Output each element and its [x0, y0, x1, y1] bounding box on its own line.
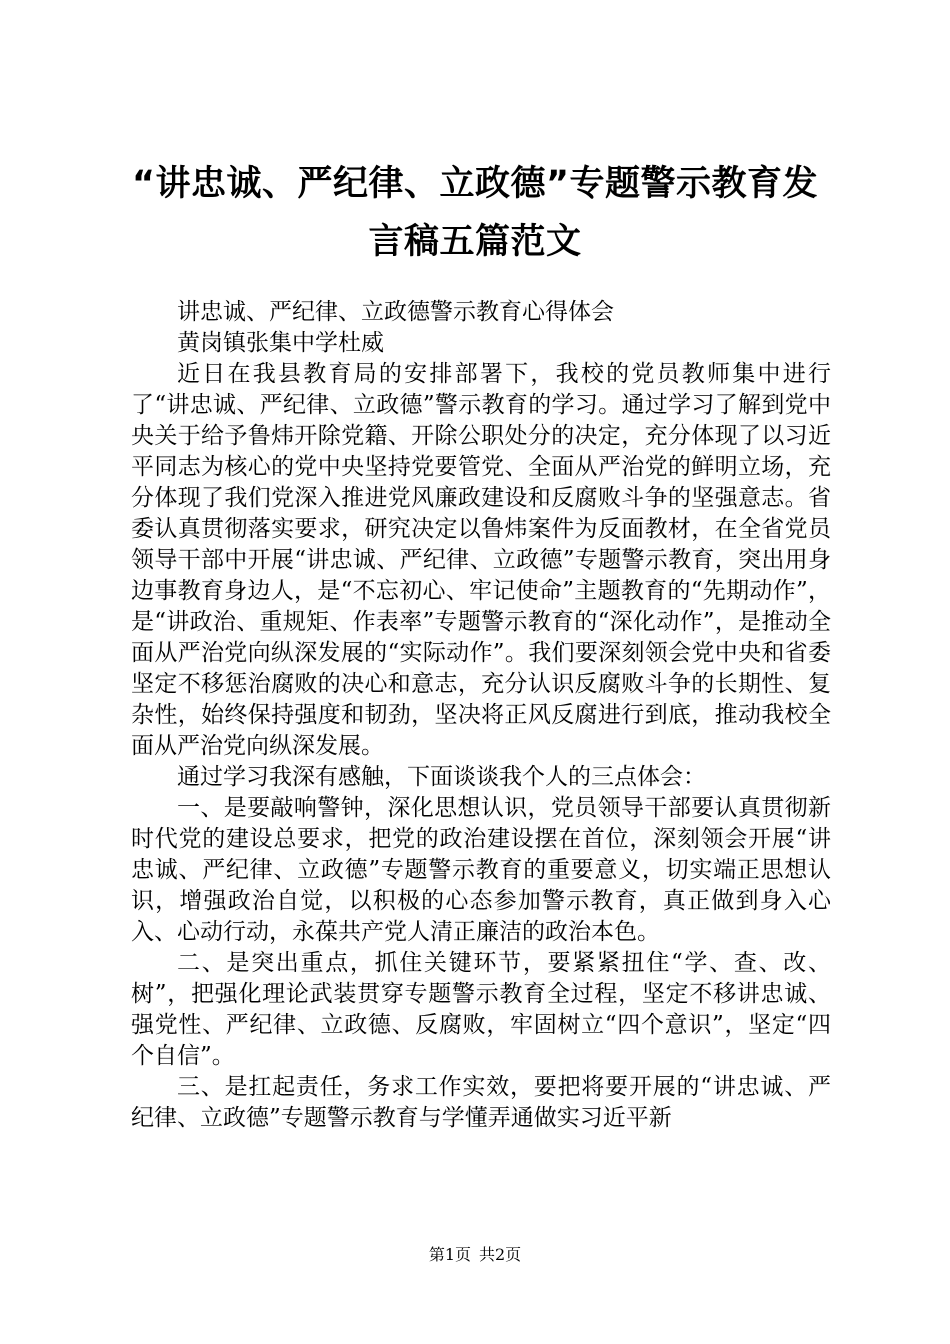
document-body: [131, 297, 831, 1134]
body-paragraph: 近日在我县教育局的安排部署下，我校的党员教师集中进行了“讲忠诚、严纪律、立政德”警示教育的学习。通过学习了解到党中央关于给予鲁炜开除党籍、开除公职处分的决定，充分体现了以习近平同志为核心的党中央坚持党要管党、全面从严治党的鲜明立场，充分体现了我们党深入推进党风廉政建设和反腐败斗争的坚强意志。省委认真贯彻落实要求，研究决定以鲁炜案件为反面教材，在全省党员领导干部中开展“讲忠诚、严纪律、立政德”专题警示教育，突出用身边事教育身边人，是“不忘初心、牢记使命”主题教育的“先期动作”，是“讲政治、重规矩、作表率”专题警示教育的“深化动作”，是推动全面从严治党向纵深发展的“实际动作”。我们要深刻领会党中央和省委坚定不移惩治腐败的决心和意志，充分认识反腐败斗争的长期性、复杂性，始终保持强度和韧劲，坚决将正风反腐进行到底，推动我校全面从严治党向纵深发展。: [131, 361, 831, 759]
body-paragraph: 通过学习我深有感触，下面谈谈我个人的三点体会：: [177, 764, 706, 790]
document-title-line-2: 言稿五篇范文: [368, 222, 582, 262]
document-title-line-1: “讲忠诚、严纪律、立政德”专题警示教育发: [131, 164, 818, 204]
page-footer: [0, 1245, 950, 1265]
subtitle-paragraph: 讲忠诚、严纪律、立政德警示教育心得体会: [177, 299, 614, 325]
page-number-current: 第1页: [428, 1245, 471, 1264]
author-paragraph: 黄岗镇张集中学杜威: [177, 330, 384, 356]
body-paragraph: 一、是要敲响警钟，深化思想认识，党员领导干部要认真贯彻新时代党的建设总要求，把党的政治建设摆在首位，深刻领会开展“讲忠诚、严纪律、立政德”专题警示教育的重要意义，切实端正思想认识，增强政治自觉，以积极的心态参加警示教育，真正做到身入心入、心动行动，永葆共产党人清正廉洁的政治本色。: [131, 795, 831, 945]
body-paragraph: 二、是突出重点，抓住关键环节，要紧紧扭住“学、查、改、树”，把强化理论武装贯穿专题警示教育全过程，坚定不移讲忠诚、强党性、严纪律、立政德、反腐败，牢固树立“四个意识”，坚定“四个自信”。: [131, 950, 831, 1069]
page-number-total: 共2页: [479, 1245, 522, 1264]
body-paragraph: 三、是扛起责任，务求工作实效，要把将要开展的“讲忠诚、严纪律、立政德”专题警示教育与学懂弄通做实习近平新: [131, 1074, 831, 1131]
